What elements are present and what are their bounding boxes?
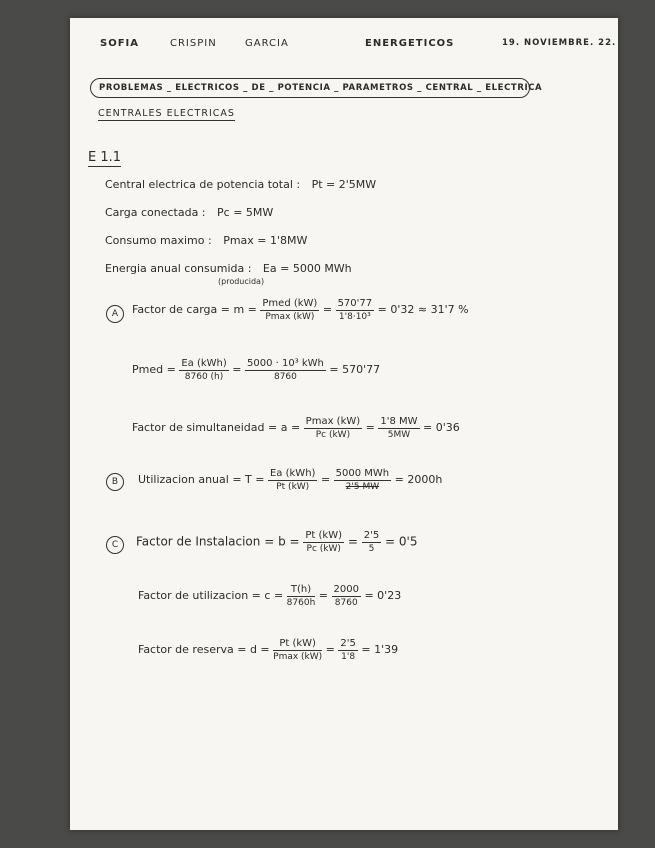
fraction-symbolic: $\frac{\text{Pmed (kW)}}{Pmax (kW)}$: [262, 298, 318, 322]
given-annual-energy: [105, 262, 352, 275]
formula-result: = 0'32 ≈ 31'7 %: [377, 303, 469, 316]
fraction-numeric: $\frac{1'8 MW}{5MW}$: [380, 416, 418, 440]
header-subject: ENERGETICOS: [365, 38, 455, 49]
given-label: Energia anual consumida :: [105, 262, 252, 275]
fraction-symbolic: $\frac{\text{Ea (kWh)}}{8760 (h)}$: [181, 358, 227, 382]
given-expr: Pc = 5MW: [217, 206, 274, 219]
fraction-symbolic: $\frac{Pmax (kW)}{Pc (kW)}$: [305, 416, 361, 440]
part-b-marker: B: [106, 473, 124, 491]
equals-sign: =: [232, 363, 242, 376]
given-expr: Ea = 5000 MWh: [262, 262, 352, 275]
formula-result: = 0'36: [423, 421, 460, 434]
equals-sign: =: [325, 643, 335, 656]
formula-label: Pmed =: [132, 363, 176, 376]
given-note: (producida): [218, 277, 265, 286]
equals-sign: =: [322, 303, 333, 316]
part-a-marker: A: [106, 305, 124, 323]
fraction-numeric: $\frac{\text{5000 MWh}}{2'5 MW}$: [335, 468, 390, 492]
given-expr: Pt = 2'5MW: [311, 178, 377, 191]
header-name1: SOFIA: [100, 38, 139, 49]
given-label: Consumo maximo :: [105, 234, 212, 247]
fraction-numeric: $\frac{2'5}{5}$: [363, 530, 380, 554]
given-connected-load: [105, 206, 273, 219]
formula-label: Factor de reserva = d =: [138, 643, 270, 656]
reserve-factor-formula: [138, 638, 398, 662]
formula-label: Utilizacion anual = T =: [138, 473, 265, 486]
header-name3: GARCIA: [245, 38, 289, 49]
fraction-numeric: $\frac{2'5}{1'8}$: [340, 638, 356, 662]
notebook-page: [70, 18, 618, 830]
utilization-factor-formula: [138, 584, 401, 608]
annual-utilization-formula: [138, 468, 442, 492]
given-expr: Pmax = 1'8MW: [223, 234, 308, 247]
formula-label: Factor de carga = m =: [132, 303, 257, 316]
header-date: 19. NOVIEMBRE. 22.: [502, 38, 617, 48]
exercise-id: E 1.1: [88, 150, 122, 165]
formula-label: Factor de utilizacion = c =: [138, 589, 284, 602]
simultaneity-formula: [132, 416, 460, 440]
equals-sign: =: [347, 534, 358, 549]
pmed-formula: [132, 358, 380, 382]
topic-box: PROBLEMAS _ ELECTRICOS _ DE _ POTENCIA _ PARAMETROS _ CENTRAL _ ELECTRICA: [90, 78, 530, 98]
formula-result: = 570'77: [329, 363, 381, 376]
equals-sign: =: [320, 473, 331, 486]
part-c-marker: C: [106, 536, 124, 554]
fraction-numeric: $\frac{570'77}{\text{1'8·10³}}$: [337, 298, 373, 322]
section-title: CENTRALES ELECTRICAS: [98, 108, 235, 119]
equals-sign: =: [365, 421, 375, 434]
fraction-numeric: $\frac{\text{5000 · 10³ kWh}}{8760}$: [246, 358, 324, 382]
fraction-symbolic: $\frac{\text{Ea (kWh)}}{Pt (kW)}$: [269, 468, 316, 492]
formula-result: = 2000h: [394, 473, 443, 486]
formula-label: Factor de simultaneidad = a =: [132, 421, 301, 434]
given-max-consumption: [105, 234, 307, 247]
header-name2: CRISPIN: [170, 38, 217, 49]
installation-factor-formula: [136, 530, 417, 554]
load-factor-formula: [132, 298, 469, 322]
given-label: Central electrica de potencia total :: [105, 178, 301, 191]
formula-label: Factor de Instalacion = b =: [136, 534, 300, 549]
fraction-symbolic: $\frac{T(h)}{8760h}$: [286, 584, 316, 608]
fraction-symbolic: $\frac{Pt (kW)}{Pmax (kW)}$: [273, 638, 323, 662]
fraction-symbolic: $\frac{Pt (kW)}{Pc (kW)}$: [305, 530, 343, 554]
formula-result: = 0'5: [385, 534, 418, 549]
formula-result: = 1'39: [361, 643, 399, 656]
equals-sign: =: [318, 589, 328, 602]
fraction-numeric: $\frac{2000}{8760}$: [333, 584, 359, 608]
formula-result: = 0'23: [364, 589, 402, 602]
given-total-power: [105, 178, 376, 191]
given-label: Carga conectada :: [105, 206, 206, 219]
